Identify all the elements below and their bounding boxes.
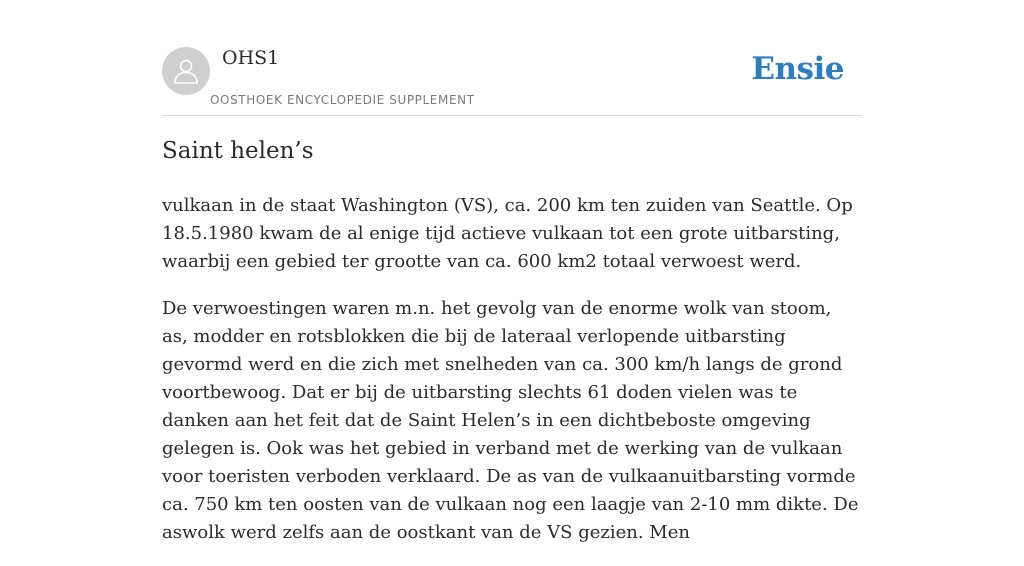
author-name[interactable]: OHS1	[222, 47, 280, 69]
avatar[interactable]	[162, 47, 210, 95]
ensie-logo[interactable]: Ensie	[751, 51, 844, 87]
article-body	[162, 192, 862, 566]
paragraph: vulkaan in de staat Washington (VS), ca. 200 km ten zuiden van Seattle. Op 18.5.1980 kwam de al enige tijd actieve vulkaan tot een grote uitbarsting, waarbij een gebied ter grootte van ca. 600 km2 totaal verwoest werd.	[162, 195, 853, 272]
user-icon	[171, 56, 201, 86]
page-title: Saint helen’s	[162, 138, 314, 164]
article-header	[162, 46, 862, 116]
paragraph: De verwoestingen waren m.n. het gevolg van de enorme wolk van stoom, as, modder en rotsblokken die bij de lateraal verlopende uitbarsting gevormd werd en die zich met snelheden van ca. 300 km/h langs de grond voortbewoog. Dat er bij de uitbarsting slechts 61 doden vielen was te danken aan het feit dat de Saint Helen’s in een dichtbeboste omgeving gelegen is. Ook was het gebied in verband met de werking van de vulkaan voor toeristen verboden verklaard. De as van de vulkaanuitbarsting vormde ca. 750 km ten oosten van de vulkaan nog een laagje van 2-10 mm dikte. De aswolk werd zelfs aan de oostkant van de VS gezien. Men	[162, 298, 859, 543]
source-label[interactable]: OOSTHOEK ENCYCLOPEDIE SUPPLEMENT	[210, 93, 475, 107]
